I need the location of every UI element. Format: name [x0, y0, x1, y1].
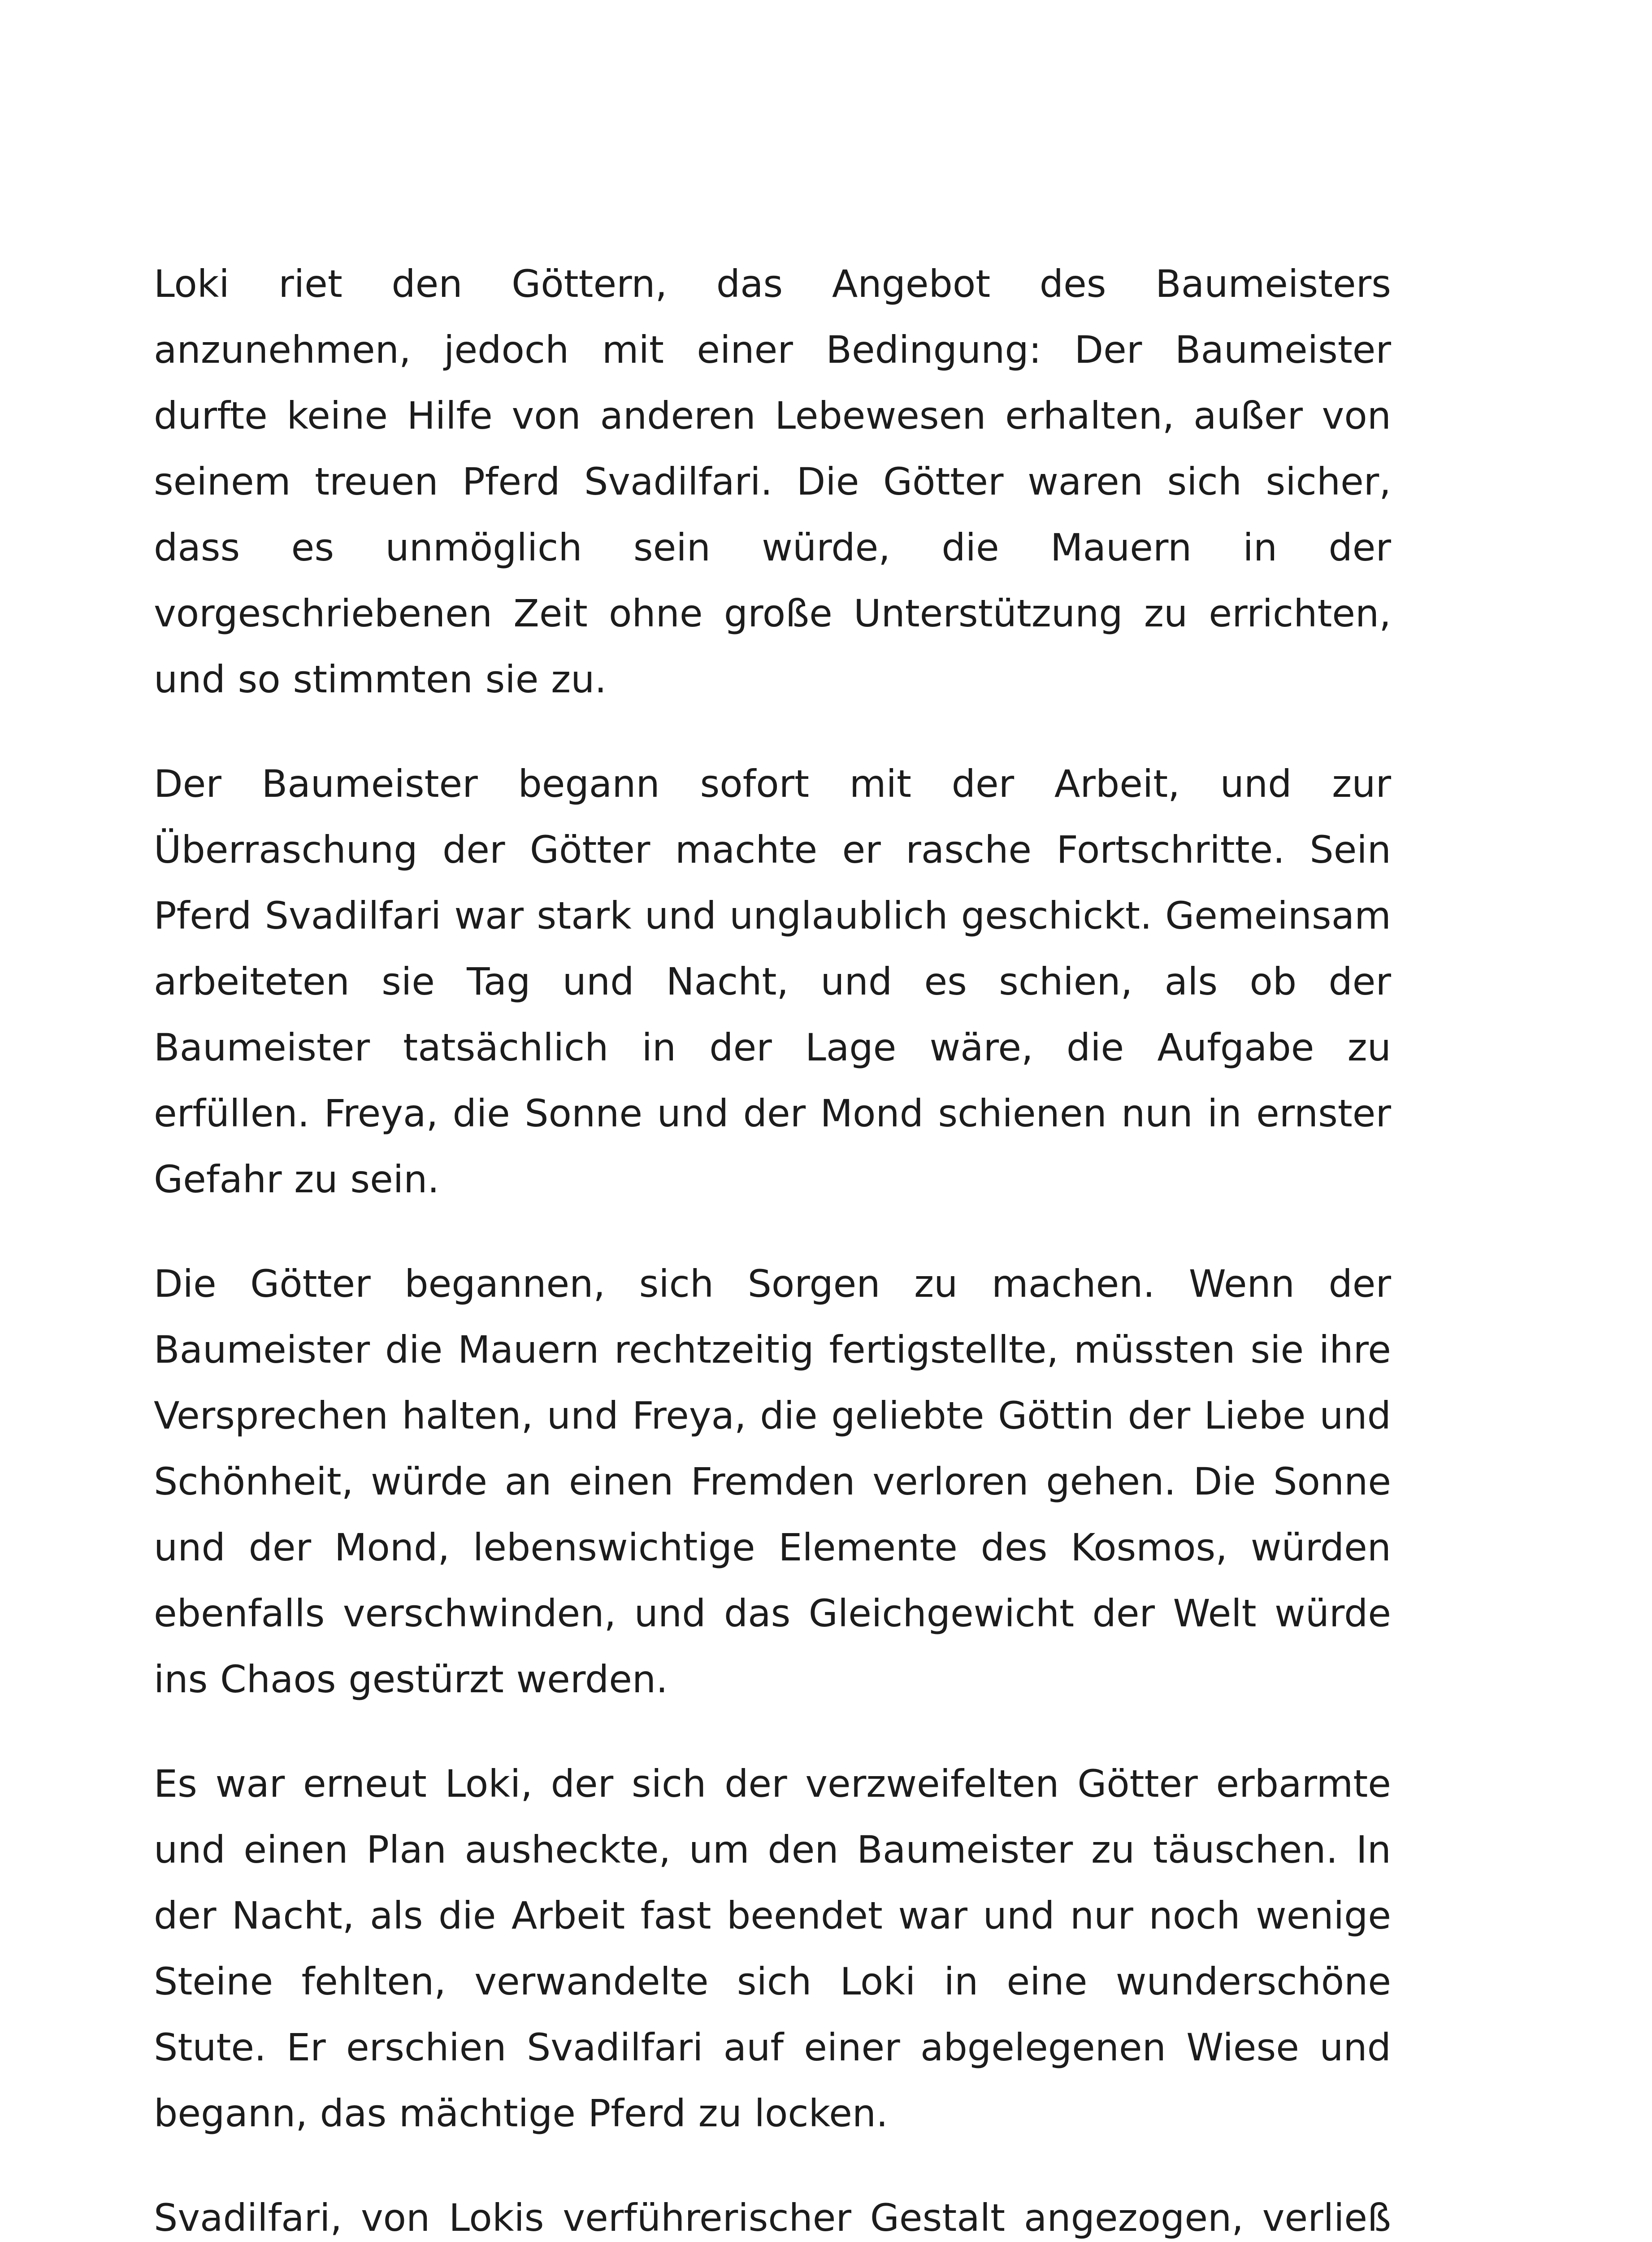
- paragraph: Loki riet den Göttern, das Angebot des Baumeisters anzunehmen, jedoch mit einer Bedingung: Der Baumeister durfte keine Hilfe von anderen Lebewesen erhalten, außer von seinem treuen Pferd Svadilfari. Die Götter waren sich sicher, dass es unmöglich sein würde, die Mauern in der vorgeschriebenen Zeit ohne große Unterstützung zu errichten, und so stimmten sie zu.: [154, 262, 1391, 701]
- body-text: [154, 251, 1391, 2242]
- paragraph: Die Götter begannen, sich Sorgen zu machen. Wenn der Baumeister die Mauern rechtzeitig fertigstellte, müssten sie ihre Versprechen halten, und Freya, die geliebte Göttin der Liebe und Schönheit, würde an einen Fremden verloren gehen. Die Sonne und der Mond, lebenswichtige Elemente des Kosmos, würden ebenfalls verschwinden, und das Gleichgewicht der Welt würde ins Chaos gestürzt werden.: [154, 1262, 1391, 1701]
- paragraph: Es war erneut Loki, der sich der verzweifelten Götter erbarmte und einen Plan ausheckte, um den Baumeister zu täuschen. In der Nacht, als die Arbeit fast beendet war und nur noch wenige Steine fehlten, verwandelte sich Loki in eine wunderschöne Stute. Er erschien Svadilfari auf einer abgelegenen Wiese und begann, das mächtige Pferd zu locken.: [154, 1762, 1391, 2135]
- paragraph: Svadilfari, von Lokis verführerischer Gestalt angezogen, verließ: [154, 2196, 1391, 2240]
- paragraph: Der Baumeister begann sofort mit der Arbeit, und zur Überraschung der Götter machte er rasche Fortschritte. Sein Pferd Svadilfari war stark und unglaublich geschickt. Gemeinsam arbeiteten sie Tag und Nacht, und es schien, als ob der Baumeister tatsächlich in der Lage wäre, die Aufgabe zu erfüllen. Freya, die Sonne und der Mond schienen nun in ernster Gefahr zu sein.: [154, 762, 1391, 1201]
